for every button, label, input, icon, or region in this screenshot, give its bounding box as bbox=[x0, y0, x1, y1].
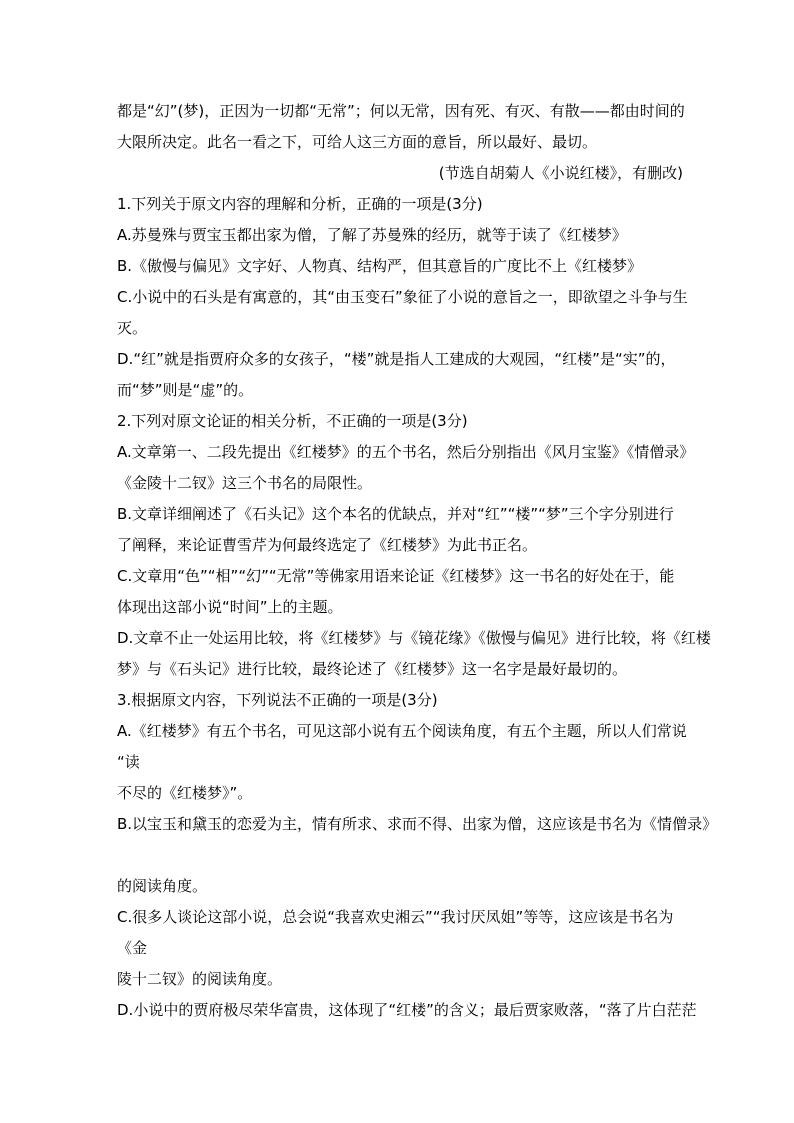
question-2-option-line: C.文章用“色”“相”“幻”“无常”等佛家用语来论证《红楼梦》这一书名的好处在于，能 bbox=[117, 567, 675, 585]
attribution: (节选自胡菊人《小说红楼》，有删改) bbox=[438, 164, 683, 182]
question-1-option-line: C.小说中的石头是有寓意的，其“由玉变石”象征了小说的意旨之一，即欲望之斗争与生 bbox=[117, 288, 688, 306]
question-3-stem: 3.根据原文内容，下列说法不正确的一项是(3分) bbox=[117, 691, 438, 709]
question-2-option-line: 了阐释，来论证曹雪芹为何最终选定了《红楼梦》为此书正名。 bbox=[117, 536, 538, 554]
question-1-option-line: 灭。 bbox=[117, 319, 148, 337]
question-3-option-line: 不尽的《红楼梦》”。 bbox=[117, 784, 253, 802]
question-2-option-line: 体现出这部小说“时间”上的主题。 bbox=[117, 598, 343, 616]
question-2-option-line: D.文章不止一处运用比较，将《红楼梦》与《镜花缘》《傲慢与偏见》进行比较，将《红楼 bbox=[117, 629, 711, 647]
question-3-option-line: 《金 bbox=[117, 939, 148, 957]
question-1-stem: 1.下列关于原文内容的理解和分析，正确的一项是(3分) bbox=[117, 195, 483, 213]
question-2-option-line: 《金陵十二钗》这三个书名的局限性。 bbox=[117, 474, 373, 492]
question-2-option-line: A.文章第一、二段先提出《红楼梦》的五个书名，然后分别指出《风月宝鉴》《情僧录》 bbox=[117, 443, 695, 461]
question-3-blank-line bbox=[117, 840, 683, 871]
question-2-stem: 2.下列对原文论证的相关分析，不正确的一项是(3分) bbox=[117, 412, 468, 430]
question-2-option-line: 梦》与《石头记》进行比较，最终论述了《红楼梦》这一名字是最好最切的。 bbox=[117, 660, 628, 678]
question-3-option-line: 陵十二钗》的阅读角度。 bbox=[117, 970, 283, 988]
passage-line: 都是“幻”(梦)，正因为一切都“无常”；何以无常，因有死、有灭、有散——都由时间的 bbox=[117, 102, 685, 120]
question-1-option-line: B.《傲慢与偏见》文字好、人物真、结构严，但其意旨的广度比不上《红楼梦》 bbox=[117, 257, 643, 275]
question-1-option-line: A.苏曼殊与贾宝玉都出家为僧，了解了苏曼殊的经历，就等于读了《红楼梦》 bbox=[117, 226, 627, 244]
question-2-option-line: B.文章详细阐述了《石头记》这个本名的优缺点，并对“红”“楼”“梦”三个字分别进行 bbox=[117, 505, 674, 523]
question-3-option-line: 的阅读角度。 bbox=[117, 877, 208, 895]
question-1-option-line: 而“梦”则是“虚”的。 bbox=[117, 381, 254, 399]
passage-line: 大限所决定。此名一看之下，可给人这三方面的意旨，所以最好、最切。 bbox=[117, 133, 598, 151]
question-3-option-line: C.很多人谈论这部小说，总会说“我喜欢史湘云”“我讨厌凤姐”等等，这应该是书名为 bbox=[117, 908, 674, 926]
question-3-option-line: D.小说中的贾府极尽荣华富贵，这体现了“红楼”的含义；最后贾家败落，“落了片白茫茫 bbox=[117, 1001, 697, 1019]
question-1-option-line: D.“红”就是指贾府众多的女孩子，“楼”就是指人工建成的大观园，“红楼”是“实”的， bbox=[117, 350, 676, 368]
page-content bbox=[117, 96, 718, 1026]
question-3-option-line: “读 bbox=[117, 753, 140, 771]
question-3-option-line: A.《红楼梦》有五个书名，可见这部小说有五个阅读角度，有五个主题，所以人们常说 bbox=[117, 722, 687, 740]
question-3-option-line: B.以宝玉和黛玉的恋爱为主，情有所求、求而不得、出家为僧，这应该是书名为《情僧录》 bbox=[117, 815, 718, 833]
